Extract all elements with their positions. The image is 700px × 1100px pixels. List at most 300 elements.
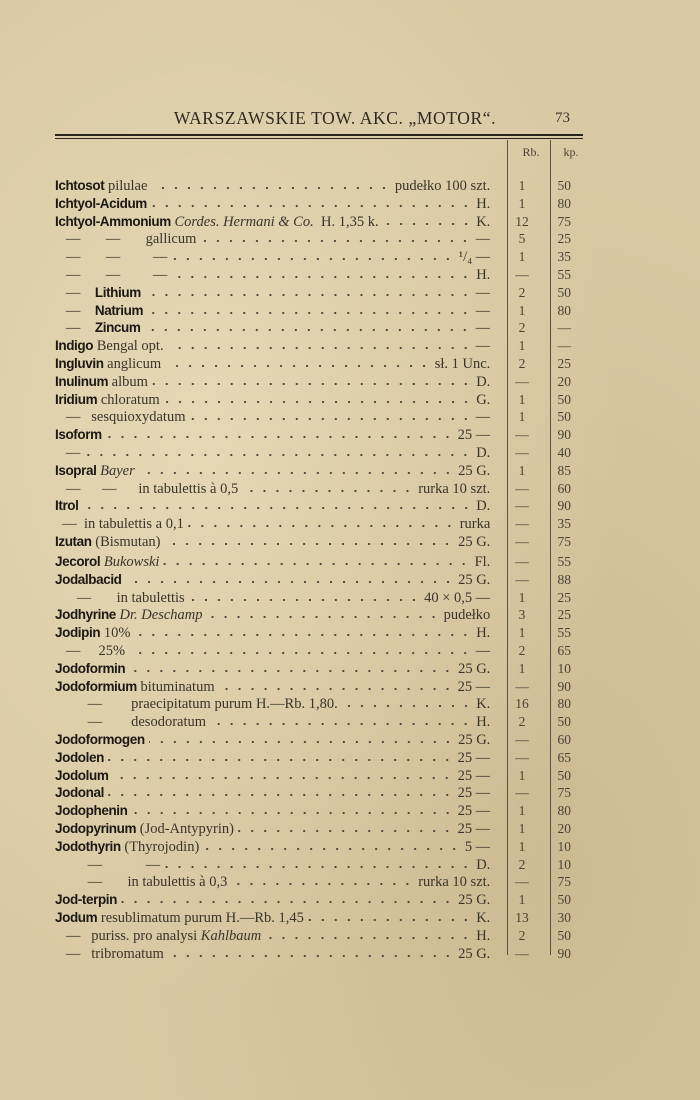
header-rule: [55, 134, 583, 136]
entry-description: [55, 767, 490, 786]
entry-description: [55, 731, 490, 750]
dot-leader: [242, 485, 414, 493]
column-header-kp: kp.: [563, 145, 579, 159]
unit-text: pudełko 100 szt.: [394, 178, 491, 194]
product-name: Lithium: [94, 284, 141, 300]
entry-description: [55, 391, 490, 410]
table-row: [55, 927, 585, 945]
entry-description: [55, 462, 490, 481]
price-list-section-i: [55, 177, 585, 551]
product-name: Jodonal: [55, 785, 104, 801]
description-text: — puriss. pro analysi: [55, 927, 201, 944]
unit-text: 25 —: [457, 678, 491, 695]
entry-description: [55, 784, 490, 803]
price-rubles: 1: [518, 302, 526, 318]
price-rubles: —: [515, 571, 529, 587]
product-name: Isopral: [55, 462, 97, 478]
entry-description: [55, 624, 490, 643]
unit-text: H.: [476, 195, 491, 212]
unit-text: H.: [476, 266, 491, 283]
manufacturer-text: Cordes. Hermani & Co.: [174, 213, 314, 230]
price-rubles: 12: [515, 213, 529, 229]
description-text: (Thyrojodin): [120, 838, 200, 855]
price-kopecks: 50: [557, 767, 572, 783]
price-rubles: 1: [518, 838, 526, 854]
price-rubles: 16: [515, 696, 529, 712]
description-text: pilulae: [104, 178, 148, 194]
description-text: — desodoratum: [55, 714, 207, 731]
description-text: 10%: [100, 625, 131, 642]
entry-description: [55, 678, 490, 697]
price-kopecks: 90: [557, 945, 572, 961]
dot-leader: [149, 736, 454, 744]
price-kopecks: 50: [557, 714, 572, 730]
dot-leader: [383, 218, 473, 226]
table-row: [55, 426, 585, 444]
unit-text: 25 G.: [458, 660, 491, 677]
description-text: bituminatum: [136, 678, 215, 695]
product-name: Isoform: [55, 427, 102, 443]
unit-text: K.: [476, 213, 491, 230]
price-rubles: —: [515, 554, 529, 569]
table-row: [55, 606, 585, 624]
entry-description: [55, 928, 490, 946]
description-text: — — in tabulettis à 0,5: [55, 480, 239, 497]
description-text: —: [55, 320, 95, 337]
entry-description: [55, 590, 490, 608]
table-row: [55, 945, 585, 963]
price-rubles: —: [515, 678, 529, 694]
price-rubles: —: [515, 749, 529, 765]
price-rubles: —: [515, 373, 529, 389]
price-rubles: 1: [518, 767, 526, 783]
product-name: Jodoformium: [55, 678, 137, 694]
dot-leader: [164, 861, 472, 869]
unit-text: —: [475, 642, 491, 659]
product-name: Jodolum: [55, 767, 109, 783]
entry-description: [55, 284, 490, 303]
description-text: Bengal opt.: [93, 338, 164, 355]
price-kopecks: 10: [557, 660, 572, 676]
description-text: — — —: [55, 249, 168, 266]
price-rubles: —: [515, 516, 529, 532]
table-row: [55, 373, 585, 391]
unit-text: 25 —: [457, 820, 491, 837]
header-rule-thin: [55, 138, 583, 139]
entry-description: [55, 497, 490, 516]
dot-leader: [210, 718, 472, 726]
unit-text: 25 —: [457, 749, 491, 766]
price-kopecks: 85: [557, 462, 572, 478]
table-row: [55, 784, 585, 802]
price-kopecks: 90: [557, 678, 572, 694]
unit-text: —: [475, 231, 491, 248]
table-row: [55, 497, 585, 515]
price-kopecks: 25: [557, 607, 572, 623]
unit-text: —: [475, 284, 491, 301]
description-text: — — —: [55, 266, 168, 283]
unit-text: 25 G.: [458, 945, 491, 962]
price-kopecks: 25: [557, 589, 572, 605]
entry-description: [55, 749, 490, 768]
price-kopecks: 50: [557, 927, 572, 943]
dot-leader: [200, 235, 471, 243]
unit-text: 25 G.: [458, 892, 491, 909]
dot-leader: [126, 576, 455, 584]
price-kopecks: 50: [557, 409, 572, 425]
table-row: [55, 856, 585, 874]
price-rubles: 2: [518, 355, 526, 371]
product-name: Iridium: [55, 391, 98, 407]
price-rubles: 2: [518, 714, 526, 730]
description-text: chloratum: [97, 391, 160, 408]
product-name: Jodipin: [55, 625, 101, 641]
table-row: [55, 213, 585, 231]
unit-text: H.: [476, 625, 491, 642]
entry-description: [55, 946, 490, 964]
price-rubles: 2: [518, 856, 526, 872]
manufacturer-text: Dr. Deschamp: [119, 607, 203, 624]
price-rubles: 1: [518, 338, 526, 354]
table-row: [55, 571, 585, 589]
product-name: Jodopyrinum: [55, 820, 137, 836]
description-text: — in tabulettis à 0,3: [55, 874, 228, 891]
description-text: — praecipitatum purum H.—Rb. 1,80.: [55, 696, 338, 713]
dot-leader: [168, 342, 472, 350]
dot-leader: [121, 896, 454, 904]
table-row: [55, 248, 585, 266]
entry-description: [55, 909, 490, 928]
price-rubles: 2: [518, 642, 526, 658]
description-text: — —: [55, 856, 161, 873]
unit-text: G.: [476, 391, 491, 408]
table-row: [55, 480, 585, 498]
table-row: [55, 462, 585, 480]
dot-leader: [112, 772, 453, 780]
price-kopecks: 88: [557, 571, 572, 587]
price-kopecks: 90: [557, 498, 572, 514]
table-row: [55, 266, 585, 284]
entry-description: [55, 696, 490, 714]
running-header-title: WARSZAWSKIE TOW. AKC. „MOTOR“.: [173, 108, 497, 128]
unit-text: 25 G.: [458, 571, 491, 588]
dot-leader: [139, 467, 454, 475]
price-kopecks: 55: [557, 266, 572, 282]
dot-leader: [84, 449, 472, 457]
table-row: [55, 838, 585, 856]
entry-description: [55, 355, 490, 374]
dot-leader: [164, 396, 473, 404]
product-name: Jodhyrine: [55, 607, 116, 623]
price-rubles: 2: [518, 927, 526, 943]
product-name: Jodoformogen: [55, 731, 145, 747]
unit-text: —: [475, 320, 491, 337]
table-row: [55, 873, 585, 891]
product-name: Jod-terpin: [55, 892, 117, 908]
description-text: — — gallicum: [55, 231, 197, 248]
unit-text: K.: [476, 909, 491, 926]
product-name: Itrol: [55, 498, 79, 514]
product-name: Jodothyrin: [55, 838, 121, 854]
price-rubles: 1: [518, 892, 526, 908]
unit-text: 25 G.: [458, 731, 491, 748]
price-kopecks: 50: [557, 892, 572, 908]
unit-text: D.: [476, 498, 491, 515]
table-row: [55, 642, 585, 660]
table-row: [55, 284, 585, 302]
price-rubles: 1: [518, 589, 526, 605]
entry-description: [55, 426, 490, 445]
dot-leader: [188, 520, 456, 528]
price-rubles: —: [515, 444, 529, 460]
description-text: anglicum: [103, 355, 162, 372]
entry-description: [55, 838, 490, 857]
entry-description: [55, 820, 490, 839]
dot-leader: [83, 502, 473, 510]
table-row: [55, 909, 585, 927]
price-rubles: —: [515, 785, 529, 801]
price-kopecks: 50: [557, 284, 572, 300]
price-rubles: —: [515, 874, 529, 890]
table-row: [55, 802, 585, 820]
description-text: — in tabulettis a 0,1: [55, 516, 184, 533]
unit-text: 5 —: [464, 838, 491, 855]
dot-leader: [189, 594, 420, 602]
price-kopecks: 55: [557, 625, 572, 641]
price-kopecks: 75: [557, 213, 572, 229]
product-name: Jodalbacid: [55, 571, 122, 587]
dot-leader: [231, 878, 414, 886]
entry-description: [55, 481, 490, 499]
price-rubles: 1: [518, 625, 526, 641]
entry-description: [55, 319, 490, 338]
price-kopecks: 50: [557, 391, 572, 407]
description-text: —: [55, 444, 81, 461]
entry-description: [55, 533, 490, 552]
entry-description: [55, 606, 490, 625]
price-rubles: —: [515, 731, 529, 747]
entry-description: [55, 373, 490, 392]
product-name: Ichtyol-Acidum: [55, 195, 147, 211]
description-text: resublimatum purum H.—Rb. 1,45: [97, 909, 304, 926]
description-text: (Jod-Antypyrin): [136, 820, 234, 837]
price-kopecks: 60: [557, 731, 572, 747]
entry-description: [55, 802, 490, 821]
unit-text: sł. 1 Unc.: [434, 355, 491, 372]
entry-description: [55, 302, 490, 321]
price-kopecks: 30: [557, 909, 572, 925]
price-kopecks: 65: [557, 642, 572, 658]
price-rubles: —: [515, 498, 529, 514]
dot-leader: [190, 413, 472, 421]
entry-description: [55, 891, 490, 910]
price-rubles: 1: [518, 803, 526, 819]
column-header-rb: Rb.: [522, 145, 540, 159]
entry-description: [55, 213, 490, 232]
product-name: Indigo: [55, 338, 94, 354]
price-kopecks: 90: [557, 427, 572, 443]
price-rubles: —: [515, 266, 529, 282]
table-row: [55, 731, 585, 749]
price-rubles: 1: [518, 660, 526, 676]
table-row: [55, 589, 585, 607]
dot-leader: [129, 665, 454, 673]
entry-description: [55, 643, 490, 661]
table-row: [55, 533, 585, 551]
price-kopecks: 55: [557, 554, 572, 569]
price-kopecks: 80: [557, 302, 572, 318]
unit-text: ¹/₄ —: [458, 249, 491, 266]
dot-leader: [342, 700, 472, 708]
product-name: Jodolen: [55, 749, 104, 765]
product-name: Ingluvin: [55, 355, 104, 371]
unit-text: —: [475, 338, 491, 355]
price-kopecks: 50: [557, 178, 572, 193]
unit-text: rurka 10 szt.: [418, 874, 491, 891]
dot-leader: [145, 289, 472, 297]
price-rubles: —: [515, 427, 529, 443]
description-text: — in tabulettis: [55, 589, 185, 606]
dot-leader: [168, 950, 454, 958]
table-row: [55, 302, 585, 320]
description-text: (Bismutan): [91, 533, 161, 550]
price-list-section-j: [55, 553, 585, 962]
price-rubles: 1: [518, 391, 526, 407]
entry-description: [55, 267, 490, 285]
price-kopecks: 75: [557, 785, 572, 801]
price-rubles: 13: [515, 909, 529, 925]
dot-leader: [151, 200, 472, 208]
unit-text: 40 × 0,5 —: [424, 589, 491, 606]
entry-description: [55, 571, 490, 590]
unit-text: pudełko: [443, 607, 491, 624]
table-row: [55, 337, 585, 355]
dot-leader: [106, 431, 454, 439]
price-kopecks: 25: [557, 231, 572, 247]
product-name: Natrium: [94, 302, 144, 318]
entry-description: [55, 409, 490, 427]
entry-description: [55, 714, 490, 732]
price-rubles: 1: [518, 409, 526, 425]
unit-text: H.: [476, 714, 491, 731]
dot-leader: [152, 378, 472, 386]
dot-leader: [144, 324, 471, 332]
price-rubles: —: [515, 945, 529, 961]
product-name: Izutan: [55, 533, 92, 549]
entry-description: [55, 516, 490, 534]
dot-leader: [134, 629, 472, 637]
price-kopecks: 40: [557, 444, 572, 460]
price-kopecks: 75: [557, 874, 572, 890]
product-name: Inulinum: [55, 373, 109, 389]
table-row: [55, 678, 585, 696]
price-rubles: 3: [518, 607, 526, 623]
price-rubles: —: [515, 480, 529, 496]
unit-text: —: [475, 302, 491, 319]
price-kopecks: 20: [557, 373, 572, 389]
dot-leader: [132, 807, 454, 815]
description-text: — tribromatum: [55, 945, 164, 962]
entry-description: [55, 857, 490, 875]
price-kopecks: —: [557, 320, 572, 336]
product-name: Ichtosot: [55, 178, 105, 193]
description-text: — sesquioxydatum: [55, 409, 186, 426]
entry-description: [55, 231, 490, 249]
price-kopecks: 80: [557, 195, 572, 211]
dot-leader: [165, 360, 431, 368]
dot-leader: [308, 914, 472, 922]
product-name: Jodum: [55, 909, 98, 925]
dot-leader: [265, 932, 472, 940]
unit-text: 25 G.: [458, 462, 491, 479]
price-kopecks: 10: [557, 838, 572, 854]
unit-text: 25 G.: [458, 533, 491, 550]
table-row: [55, 820, 585, 838]
price-rubles: 1: [518, 820, 526, 836]
product-name: Jodoformin: [55, 660, 126, 676]
unit-text: 25 —: [457, 427, 491, 444]
price-rubles: 1: [518, 178, 526, 193]
price-kopecks: 75: [557, 533, 572, 549]
description-text: —: [55, 302, 95, 319]
unit-text: rurka: [459, 516, 491, 533]
entry-description: [55, 337, 490, 356]
unit-text: —: [475, 409, 491, 426]
manufacturer-text: Bukowski: [103, 554, 160, 570]
unit-text: rurka 10 szt.: [418, 480, 491, 497]
price-rubles: 2: [518, 320, 526, 336]
unit-text: D.: [476, 373, 491, 390]
dot-leader: [147, 307, 472, 315]
price-rubles: —: [515, 533, 529, 549]
entry-description: [55, 177, 490, 196]
dot-leader: [163, 558, 470, 566]
table-row: [55, 891, 585, 909]
dot-leader: [108, 754, 454, 762]
table-row: [55, 230, 585, 248]
price-kopecks: 65: [557, 749, 572, 765]
dot-leader: [219, 683, 454, 691]
entry-description: [55, 445, 490, 463]
price-rubles: 5: [518, 231, 526, 247]
entry-description: [55, 874, 490, 892]
price-rubles: 1: [518, 195, 526, 211]
manufacturer-text: Bayer: [100, 462, 135, 479]
table-row: [55, 767, 585, 785]
unit-text: D.: [476, 444, 491, 461]
price-kopecks: 20: [557, 820, 572, 836]
product-name: Jodophenin: [55, 803, 128, 819]
product-name: Jecorol: [55, 554, 101, 569]
table-row: [55, 624, 585, 642]
price-kopecks: 10: [557, 856, 572, 872]
entry-description: [55, 249, 490, 267]
table-row: [55, 515, 585, 533]
product-name: Zincum: [94, 320, 141, 336]
unit-text: 25 —: [457, 785, 491, 802]
table-row: [55, 408, 585, 426]
dot-leader: [171, 253, 454, 261]
description-text: — 25%: [55, 642, 126, 659]
price-kopecks: 80: [557, 696, 572, 712]
table-row: [55, 444, 585, 462]
table-row: [55, 553, 585, 571]
price-rubles: 2: [518, 284, 526, 300]
unit-text: H.: [476, 927, 491, 944]
unit-text: D.: [476, 856, 491, 873]
table-row: [55, 177, 585, 195]
price-kopecks: 35: [557, 249, 572, 265]
